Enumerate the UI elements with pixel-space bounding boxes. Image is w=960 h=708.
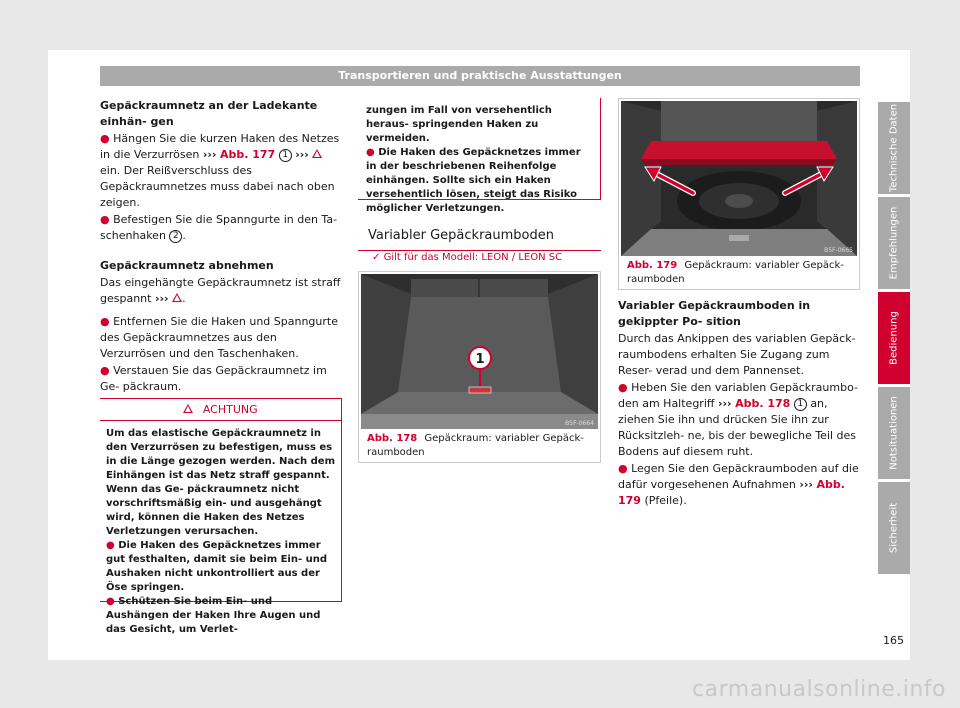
tab-technische-daten[interactable]: Technische Daten — [878, 102, 910, 194]
arrow-icon: ››› — [295, 148, 309, 161]
warning-bullet: ● Die Haken des Gepäcknetzes immer gut festhalten, damit sie beim Ein- und Aushaken nicht unkontrolliert aus der Öse springen. — [106, 540, 327, 593]
bullet-marker: ● — [106, 540, 115, 551]
check-icon: ✓ — [372, 252, 381, 263]
warning-text: zungen im Fall von versehentlich heraus- springenden Haken zu vermeiden. — [366, 105, 552, 144]
tab-empfehlungen[interactable]: Empfehlungen — [878, 197, 910, 289]
bullet-marker: ● — [100, 132, 110, 145]
column-right-text — [618, 298, 860, 509]
arrow-icon: ››› — [717, 397, 732, 410]
arrow-icon: ››› — [154, 292, 169, 305]
figure-link[interactable]: Abb. 179 — [618, 478, 845, 507]
column-left — [100, 98, 342, 395]
para-net-tension: Das eingehängte Gepäckraumnetz ist straff gespannt ››› . — [100, 276, 341, 305]
bullet-place-floor: ● Legen Sie den Gepäckraumboden auf die dafür vorgesehenen Aufnahmen ››› Abb. 179 (Pfeile). — [618, 462, 859, 507]
para-floor-access: Durch das Ankippen des variablen Gepäck- raumbodens erhalten Sie Zugang zum Reser- verad und dem Pannenset. — [618, 332, 856, 377]
arrow-icon: ››› — [799, 478, 813, 491]
figure-code: B5F-0665 — [824, 247, 853, 254]
tab-notsituationen[interactable]: Notsituationen — [878, 387, 910, 479]
heading-floor-tilted: Variabler Gepäckraumboden in gekippter Po- sition — [618, 299, 811, 328]
bullet-marker: ● — [100, 364, 110, 377]
warning-icon[interactable] — [312, 149, 322, 158]
figure-179 — [618, 98, 860, 290]
warning-text: Um das elastische Gepäckraumnetz in den Verzurrösen zu befestigen, muss es in die Länge gezogen werden. Nach dem Einhängen ist das Netz straff gespannt. Wenn das Ge- päckraumnetz nicht vorschriftsmäßig ein- und ausgehängt wird, können die Haken des Netzes Verletzungen verursachen. — [106, 428, 336, 537]
figure-image — [621, 101, 857, 256]
bullet-marker: ● — [100, 213, 110, 226]
figure-callout: 1 — [475, 352, 485, 367]
watermark: carmanualsonline.info — [692, 677, 946, 702]
arrow-icon: ››› — [202, 148, 217, 161]
page-header: Transportieren und praktische Ausstattungen — [100, 66, 860, 86]
bullet-marker: ● — [366, 147, 375, 158]
bullet-attach-hooks: ● Hängen Sie die kurzen Haken des Netzes in die Verzurrösen ››› Abb. 177 1 ››› ein. Der Reißverschluss des Gepäckraumnetzes muss dabei nach oben zeigen. — [100, 132, 340, 209]
warning-box — [100, 398, 342, 635]
warning-icon — [183, 404, 193, 413]
warning-title: ACHTUNG — [100, 399, 341, 421]
bullet-lift-floor: ● Heben Sie den variablen Gepäckraumbo- den am Haltegriff ››› Abb. 178 1 an, ziehen Sie ihn und drücken Sie ihn zur Rücksitzleh- ne, bis der bewegliche Teil des Bodens auf diesem ruht. — [618, 381, 859, 458]
warning-bullet: ● Die Haken des Gepäcknetzes immer in der beschriebenen Reihenfolge einhängen. Sollte sich ein Haken versehentlich lösen, steigt das Risiko möglicher Verletzungen. — [366, 147, 581, 214]
figure-caption: Abb. 179 Gepäckraum: variabler Gepäck- raumboden — [627, 260, 844, 285]
bullet-marker: ● — [618, 381, 628, 394]
bullet-marker: ● — [106, 596, 115, 607]
warning-continuation — [358, 98, 601, 214]
callout-number: 1 — [794, 398, 807, 411]
figure-link[interactable]: Abb. 177 — [219, 148, 276, 161]
bullet-marker: ● — [618, 462, 628, 475]
figure-link[interactable]: Abb. 178 — [735, 397, 791, 410]
figure-code: B5F-0664 — [565, 420, 594, 427]
tab-bedienung[interactable]: Bedienung — [878, 292, 910, 384]
page-number: 165 — [883, 634, 904, 647]
warning-icon[interactable] — [172, 293, 182, 302]
bullet-store-net: ● Verstauen Sie das Gepäckraumnetz im Ge- päckraum. — [100, 364, 327, 393]
heading-net-attach: Gepäckraumnetz an der Ladekante einhän- gen — [100, 99, 318, 128]
model-note: ✓ Gilt für das Modell: LEON / LEON SC — [372, 252, 563, 263]
figure-label: Abb. 178 — [367, 433, 418, 444]
heading-net-remove: Gepäckraumnetz abnehmen — [100, 259, 274, 272]
bullet-attach-straps: ● Befestigen Sie die Spanngurte in den Ta- schenhaken 2 . — [100, 213, 338, 242]
callout-number: 1 — [279, 149, 292, 162]
bullet-remove-hooks: ● Entfernen Sie die Haken und Spanngurte des Gepäckraumnetzes aus den Verzurrösen und den Taschenhaken. — [100, 315, 338, 360]
warning-body — [100, 421, 341, 641]
section-title: Variabler Gepäckraumboden — [358, 227, 601, 251]
figure-caption: Abb. 178 Gepäckraum: variabler Gepäck- raumboden — [367, 433, 584, 458]
tab-sicherheit[interactable]: Sicherheit — [878, 482, 910, 574]
side-tabs — [878, 102, 910, 577]
callout-number: 2 — [169, 230, 182, 243]
warning-bullet: ● Schützen Sie beim Ein- und Aushängen der Haken Ihre Augen und das Gesicht, um Verlet- — [106, 596, 321, 635]
figure-label: Abb. 179 — [627, 260, 678, 271]
figure-178 — [358, 271, 601, 463]
bullet-marker: ● — [100, 315, 110, 328]
figure-image — [361, 274, 598, 429]
